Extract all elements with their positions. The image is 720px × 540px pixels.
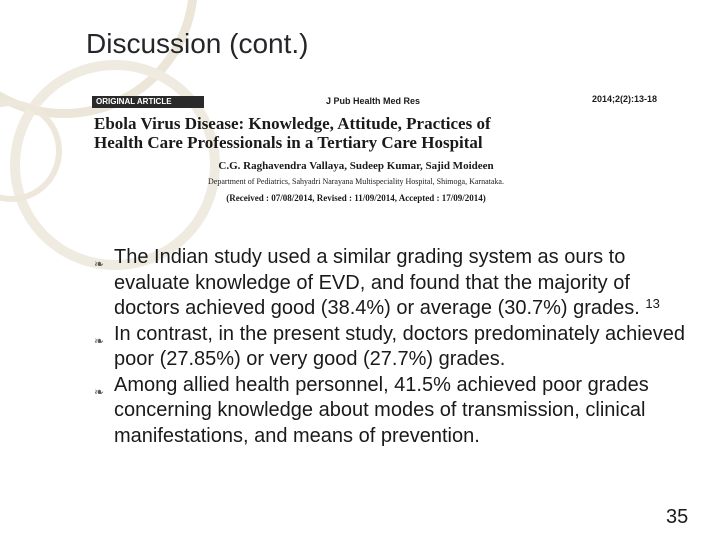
journal-name: J Pub Health Med Res (326, 96, 421, 106)
paper-title (94, 114, 654, 152)
bullet-text: In contrast, in the present study, doctors predominately achieved poor (27.85%) or very good (27.7%) grades. (114, 322, 686, 370)
paper-department: Department of Pediatrics, Sahyadri Narayana Multispeciality Hospital, Shimoga, Karnataka. (208, 177, 504, 186)
paper-title-line: Ebola Virus Disease: Knowledge, Attitude, Practices of (94, 114, 491, 133)
journal-citation: 2014;2(2):13-18 (592, 94, 658, 104)
slide-title: Discussion (cont.) (86, 28, 309, 59)
leaf-bullet-icon: ❧ (94, 257, 105, 271)
paper-header-image (86, 88, 686, 212)
bullet-text: Among allied health personnel, 41.5% achieved poor grades concerning knowledge about modes of transmission, clinical manifestations, and means of prevention. (114, 373, 649, 447)
paper-dates: (Received : 07/08/2014, Revised : 11/09/2014, Accepted : 17/09/2014) (226, 193, 486, 203)
page-number: 35 (666, 506, 689, 528)
leaf-bullet-icon: ❧ (94, 333, 105, 348)
bullet-list (96, 245, 701, 449)
leaf-bullet-icon: ❧ (94, 384, 105, 399)
bullet-item (96, 373, 701, 450)
bullet-item (96, 322, 701, 373)
paper-authors: C.G. Raghavendra Vallaya, Sudeep Kumar, Sajid Moideen (218, 160, 494, 172)
bullet-item (96, 245, 701, 322)
article-type-badge: ORIGINAL ARTICLE (92, 96, 204, 108)
citation-superscript: 13 (645, 296, 660, 311)
paper-title-line: Health Care Professionals in a Tertiary Care Hospital (94, 133, 483, 152)
bullet-text: The Indian study used a similar grading system as ours to evaluate knowledge of EVD, and found that the majority of doctors achieved good (38.4%) or average (30.7%) grades. (114, 246, 640, 319)
